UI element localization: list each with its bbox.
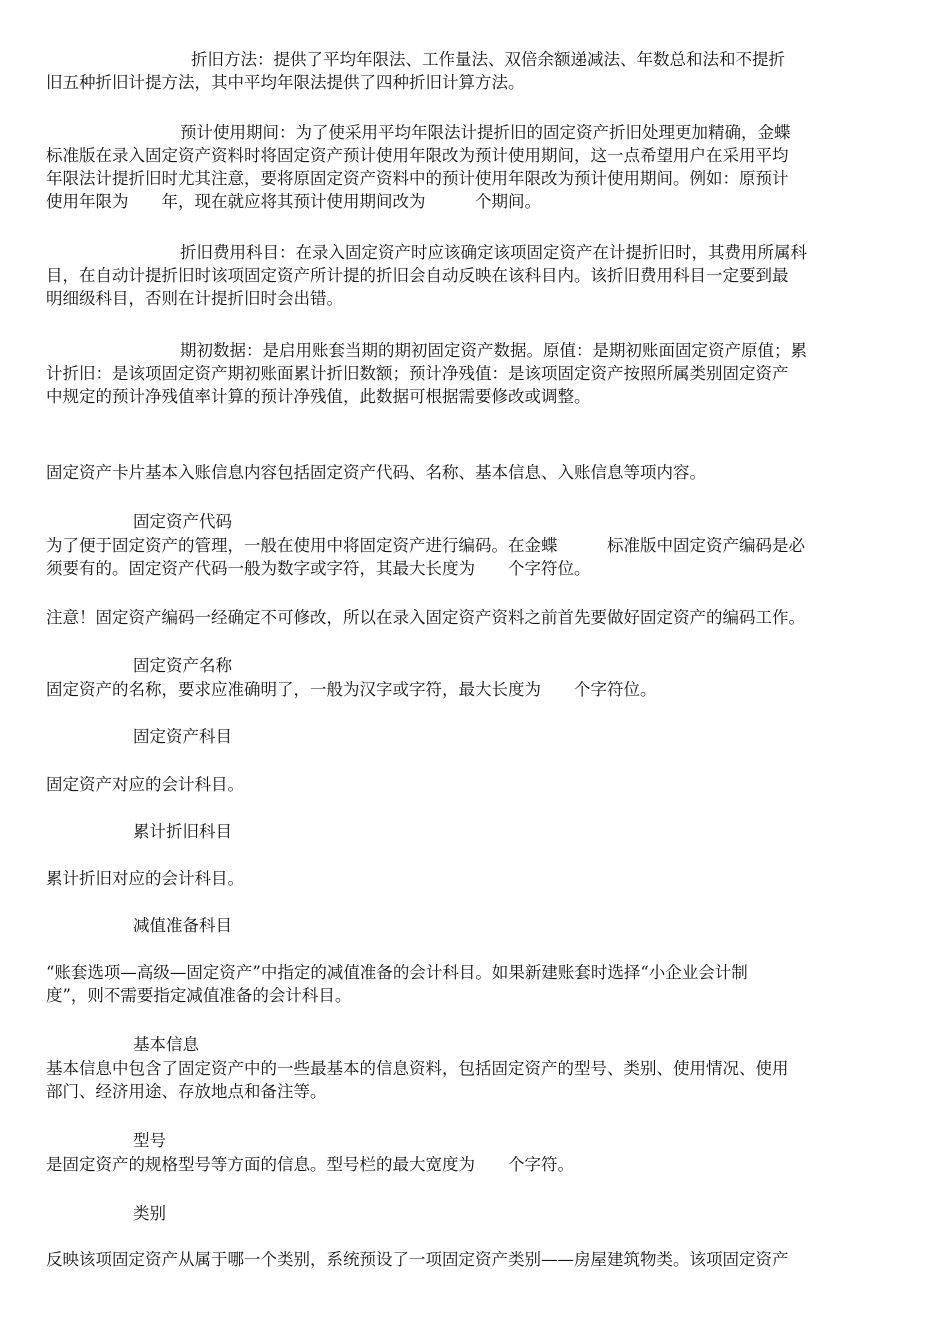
category-paragraph: 反映该项固定资产从属于哪一个类别，系统预设了一项固定资产类别——房屋建筑物类。该项固定资产 bbox=[46, 1250, 789, 1269]
asset-account-paragraph: 固定资产对应的会计科目。 bbox=[46, 775, 244, 794]
paragraph-expense-account bbox=[46, 241, 906, 310]
section-heading-basic-info: 基本信息 bbox=[133, 1035, 199, 1054]
impairment-paragraph bbox=[46, 961, 906, 1007]
paragraph-depreciation-method bbox=[46, 48, 906, 94]
text-line: 使用年限为 年，现在就应将其预计使用期间改为 个期间。 bbox=[46, 192, 541, 211]
basic-info-paragraph bbox=[46, 1057, 906, 1103]
text-line: 折旧方法：提供了平均年限法、工作量法、双倍余额递减法、年数总和法和不提折 bbox=[191, 50, 785, 69]
text-line: 为了便于固定资产的管理，一般在使用中将固定资产进行编码。在金蝶 标准版中固定资产编码是必 bbox=[46, 536, 805, 555]
card-intro-paragraph: 固定资产卡片基本入账信息内容包括固定资产代码、名称、基本信息、入账信息等项内容。 bbox=[46, 463, 706, 482]
text-line: 旧五种折旧计提方法，其中平均年限法提供了四种折旧计算方法。 bbox=[46, 73, 525, 92]
text-line: 目，在自动计提折旧时该项固定资产所计提的折旧会自动反映在该科目内。该折旧费用科目一定要到最 bbox=[46, 266, 789, 285]
text-line: 期初数据：是启用账套当期的期初固定资产数据。原值：是期初账面固定资产原值；累 bbox=[180, 341, 807, 360]
paragraph-expected-period bbox=[46, 121, 906, 213]
text-line: 基本信息中包含了固定资产中的一些最基本的信息资料，包括固定资产的型号、类别、使用情况、使用 bbox=[46, 1059, 789, 1078]
section-heading-impairment: 减值准备科目 bbox=[133, 916, 232, 935]
text-line: 标准版在录入固定资产资料时将固定资产预计使用年限改为预计使用期间，这一点希望用户在采用平均 bbox=[46, 146, 789, 165]
section-heading-model: 型号 bbox=[133, 1131, 166, 1150]
text-line: 折旧费用科目：在录入固定资产时应该确定该项固定资产在计提折旧时，其费用所属科 bbox=[180, 243, 807, 262]
text-line: 部门、经济用途、存放地点和备注等。 bbox=[46, 1082, 327, 1101]
text-line: 中规定的预计净残值率计算的预计净残值，此数据可根据需要修改或调整。 bbox=[46, 387, 591, 406]
text-line: 年限法计提折旧时尤其注意，要将原固定资产资料中的预计使用年限改为预计使用期间。例如：原预计 bbox=[46, 169, 789, 188]
text-line: 须要有的。固定资产代码一般为数字或字符，其最大长度为 个字符位。 bbox=[46, 559, 591, 578]
asset-code-paragraph bbox=[46, 534, 906, 580]
text-line: “账套选项—高级—固定资产”中指定的减值准备的会计科目。如果新建账套时选择“小企业会计制 bbox=[46, 963, 748, 982]
text-line: 度”，则不需要指定减值准备的会计科目。 bbox=[46, 986, 352, 1005]
accum-dep-paragraph: 累计折旧对应的会计科目。 bbox=[46, 869, 244, 888]
section-heading-asset-code: 固定资产代码 bbox=[133, 512, 232, 531]
notice-paragraph: 注意！固定资产编码一经确定不可修改，所以在录入固定资产资料之前首先要做好固定资产的编码工作。 bbox=[46, 608, 805, 627]
section-heading-asset-account: 固定资产科目 bbox=[133, 727, 232, 746]
text-line: 预计使用期间：为了使采用平均年限法计提折旧的固定资产折旧处理更加精确，金蝶 bbox=[180, 123, 791, 142]
section-heading-category: 类别 bbox=[133, 1204, 166, 1223]
text-line: 明细级科目，否则在计提折旧时会出错。 bbox=[46, 289, 343, 308]
text-line: 计折旧：是该项固定资产期初账面累计折旧数额；预计净残值：是该项固定资产按照所属类别固定资产 bbox=[46, 364, 789, 383]
asset-name-paragraph: 固定资产的名称，要求应准确明了，一般为汉字或字符，最大长度为 个字符位。 bbox=[46, 680, 657, 699]
paragraph-opening-data bbox=[46, 339, 906, 408]
section-heading-asset-name: 固定资产名称 bbox=[133, 656, 232, 675]
section-heading-accum-dep: 累计折旧科目 bbox=[133, 822, 232, 841]
model-paragraph: 是固定资产的规格型号等方面的信息。型号栏的最大宽度为 个字符。 bbox=[46, 1155, 574, 1174]
